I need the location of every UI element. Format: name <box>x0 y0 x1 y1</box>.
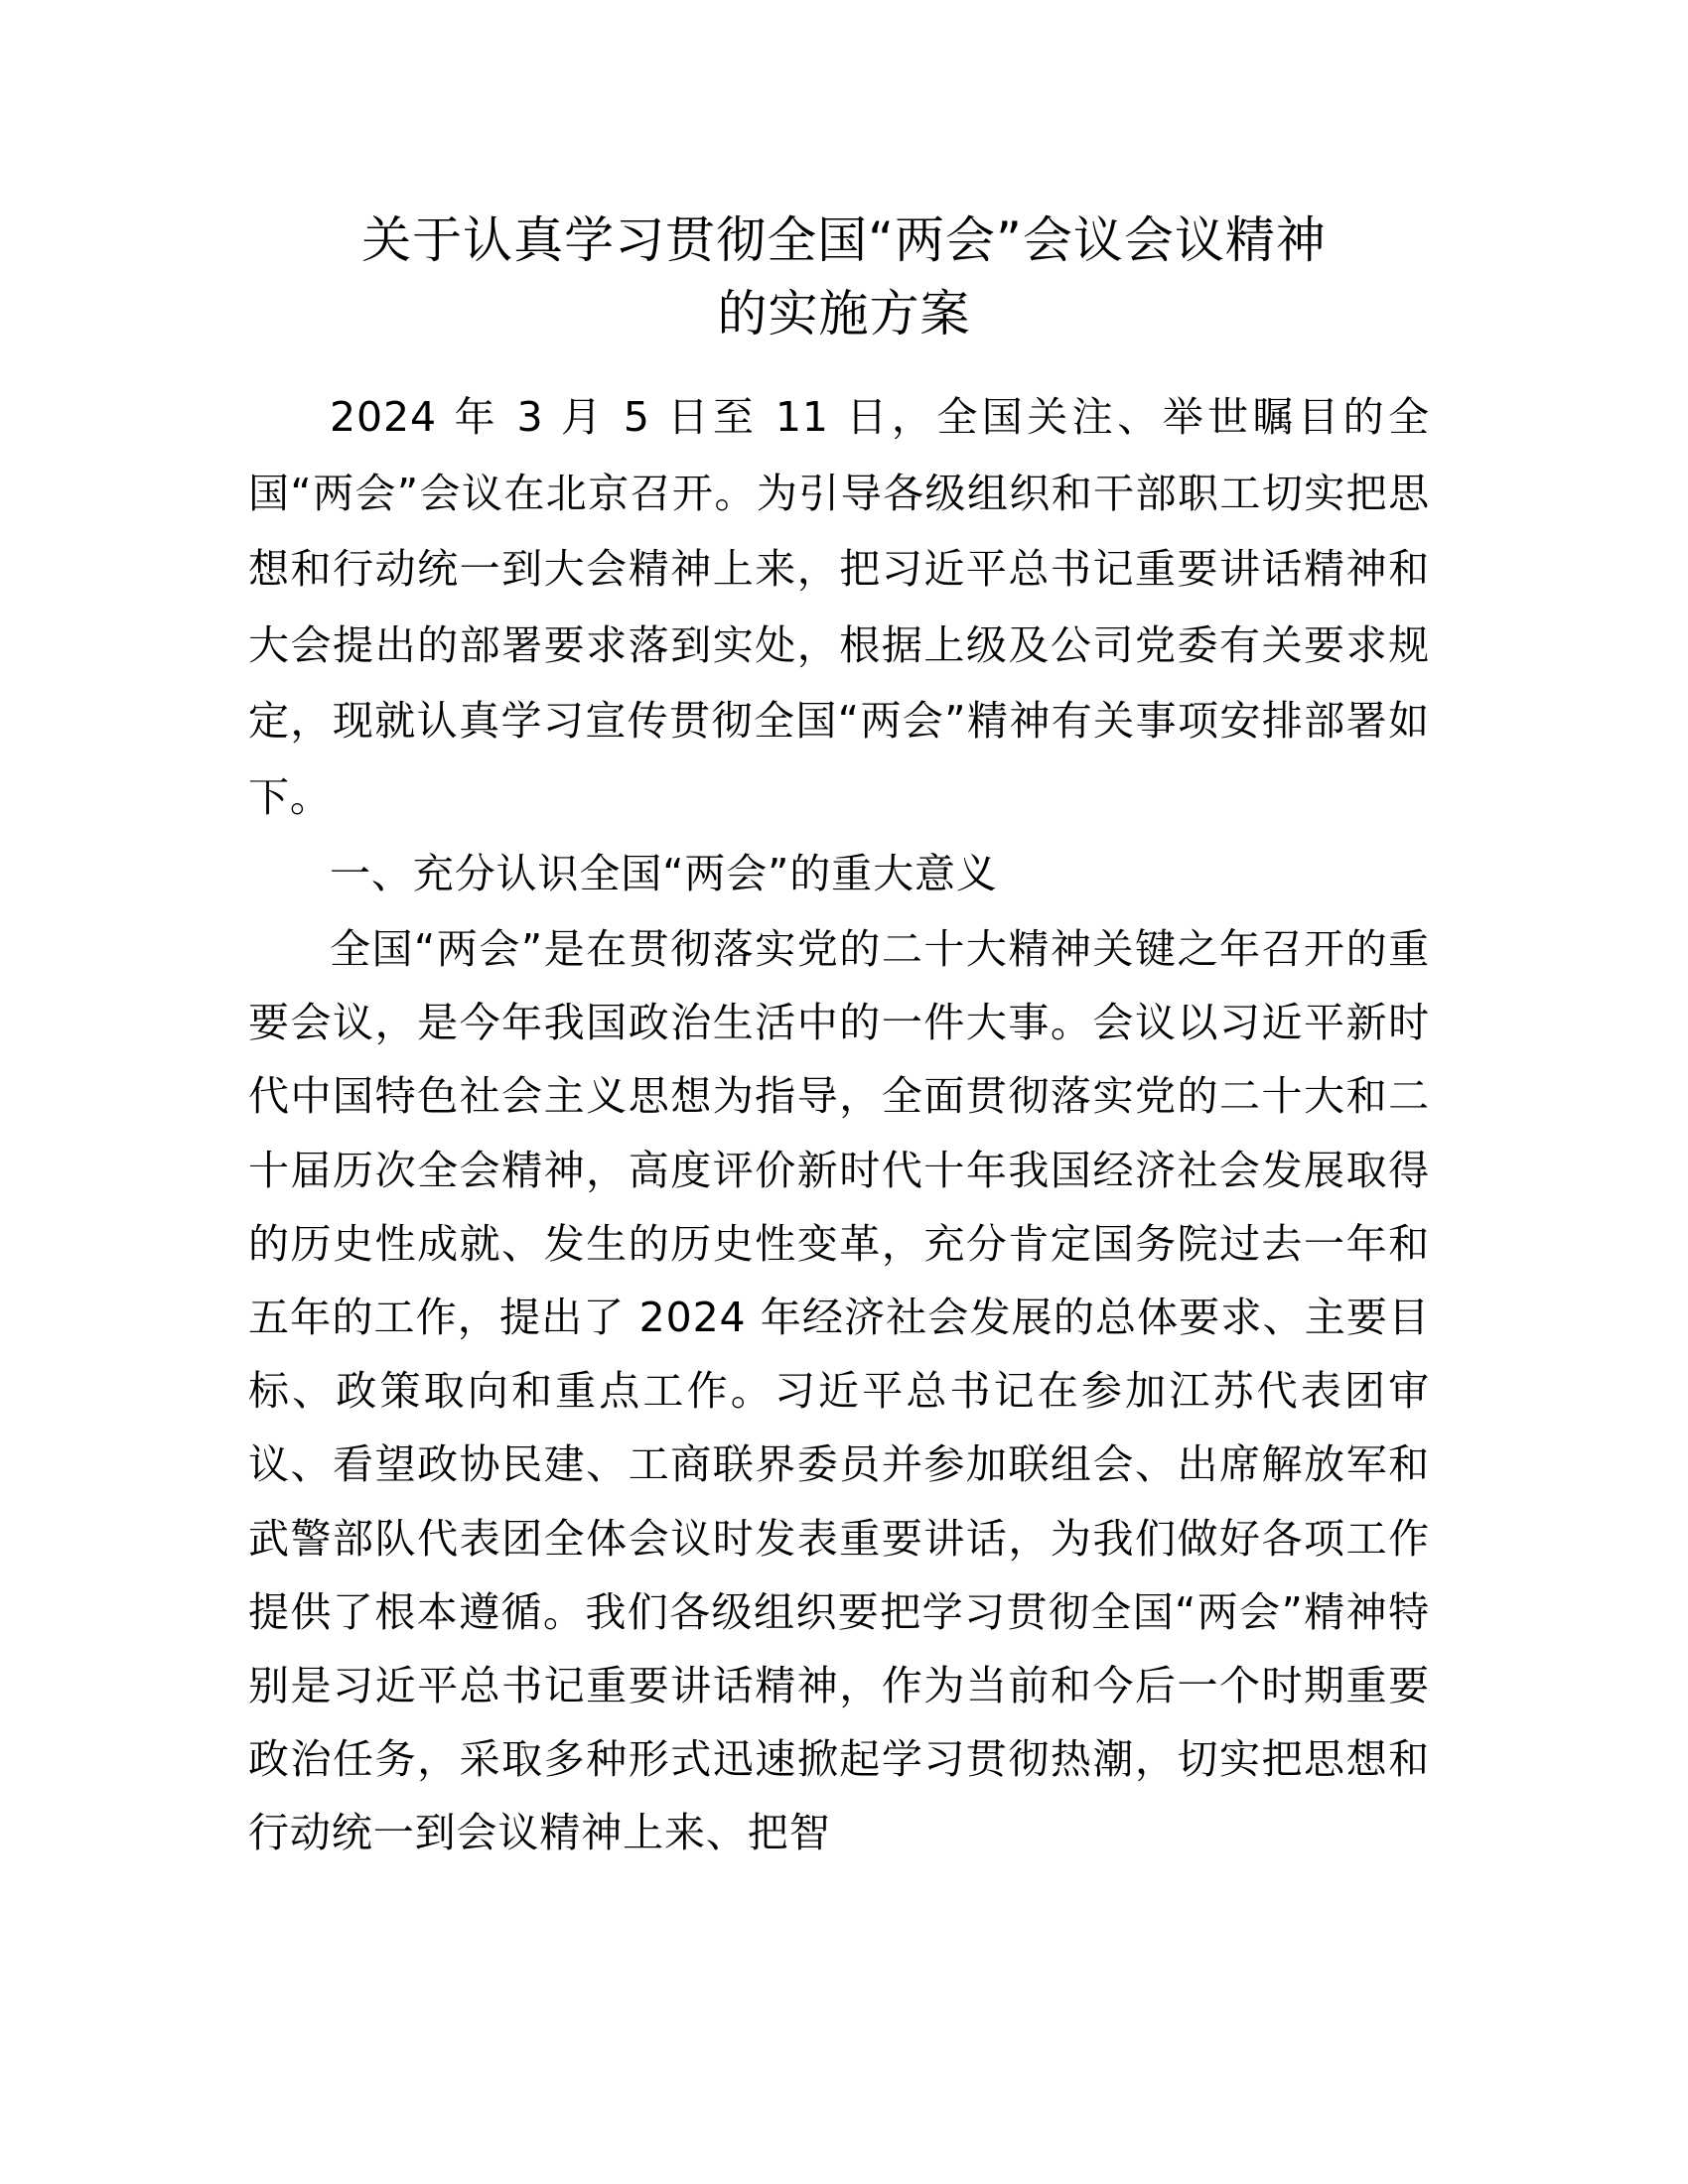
document-body <box>248 379 1430 1870</box>
intro-paragraph: 2024 年 3 月 5 日至 11 日，全国关注、举世瞩目的全国“两会”会议在北京召开。为引导各级组织和干部职工切实把思想和行动统一到大会精神上来，把习近平总书记重要讲话精神和大会提出的部署要求落到实处，根据上级及公司党委有关要求规定，现就认真学习宣传贯彻全国“两会”精神有关事项安排部署如下。 <box>248 393 1430 821</box>
title-line-1: 关于认真学习贯彻全国“两会”会议会议精神 <box>361 211 1327 269</box>
section-paragraph: 全国“两会”是在贯彻落实党的二十大精神关键之年召开的重要会议，是今年我国政治生活中的一件大事。会议以习近平新时代中国特色社会主义思想为指导，全面贯彻落实党的二十大和二十届历次全会精神，高度评价新时代十年我国经济社会发展取得的历史性成就、发生的历史性变革，充分肯定国务院过去一年和五年的工作，提出了 2024 年经济社会发展的总体要求、主要目标、政策取向和重点工作。习近平总书记在参加江苏代表团审议、看望政协民建、工商联界委员并参加联组会、出席解放军和武警部队代表团全体会议时发表重要讲话，为我们做好各项工作提供了根本遵循。我们各级组织要把学习贯彻全国“两会”精神特别是习近平总书记重要讲话精神，作为当前和今后一个时期重要政治任务，采取多种形式迅速掀起学习贯彻热潮，切实把思想和行动统一到会议精神上来、把智 <box>248 925 1430 1857</box>
section-heading: 一、充分认识全国“两会”的重大意义 <box>330 850 998 897</box>
document-title <box>228 204 1460 350</box>
title-line-2: 的实施方案 <box>717 285 971 342</box>
